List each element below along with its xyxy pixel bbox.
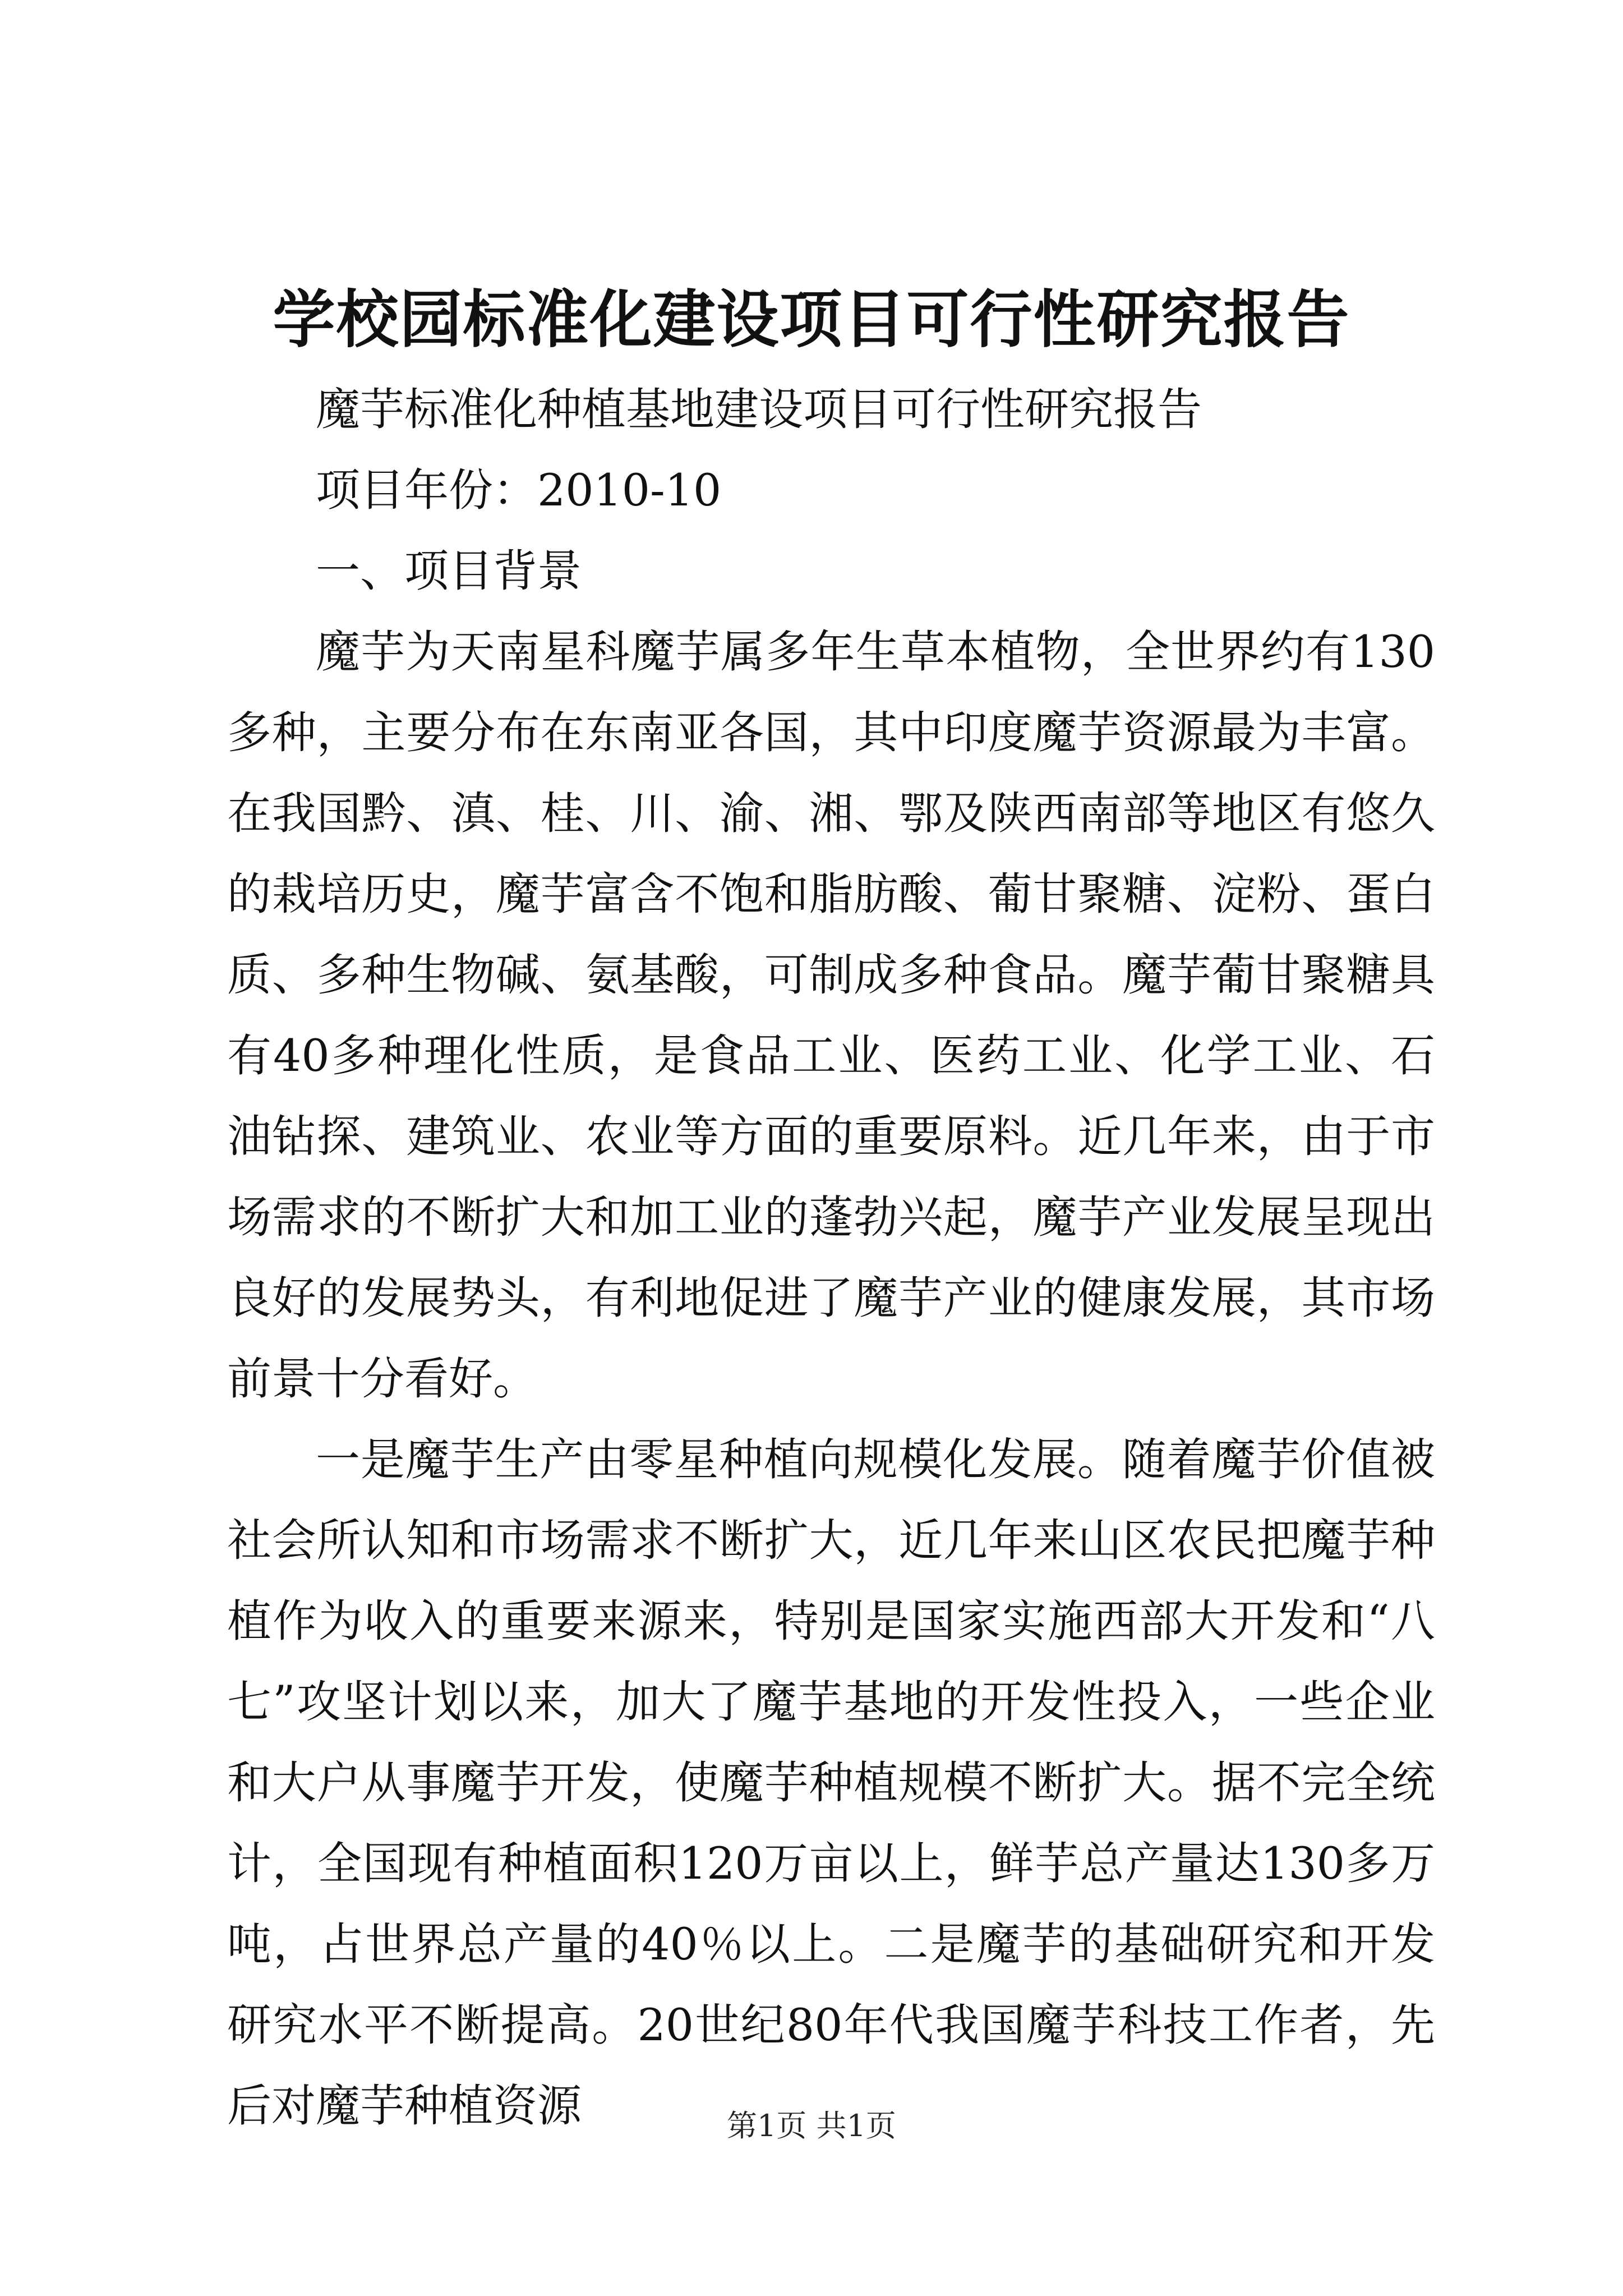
subtitle-line: 魔芋标准化种植基地建设项目可行性研究报告 bbox=[316, 384, 1202, 435]
paragraph-development: 一是魔芋生产由零星种植向规模化发展。随着魔芋价值被社会所认知和市场需求不断扩大，近几年来山区农民把魔芋种植作为收入的重要来源来，特别是国家实施西部大开发和“八七”攻坚计划以来，加大了魔芋基地的开发性投入，一些企业和大户从事魔芋开发，使魔芋种植规模不断扩大。据不完全统计，全国现有种植面积120万亩以上，鲜芋总产量达130多万吨，占世界总产量的40％以上。二是魔芋的基础研究和开发研究水平不断提高。20世纪80年代我国魔芋科技工作者，先后对魔芋种植资源 bbox=[227, 1434, 1435, 2132]
section-heading: 一、项目背景 bbox=[316, 545, 582, 597]
document-title: 学校园标准化建设项目可行性研究报告 bbox=[273, 283, 1350, 356]
project-year-line: 项目年份：2010-10 bbox=[316, 464, 722, 516]
paragraph-background: 魔芋为天南星科魔芋属多年生草本植物，全世界约有130多种，主要分布在东南亚各国，其中印度魔芋资源最为丰富。在我国黔、滇、桂、川、渝、湘、鄂及陕西南部等地区有悠久的栽培历史，魔芋富含不饱和脂肪酸、葡甘聚糖、淀粉、蛋白质、多种生物碱、氨基酸，可制成多种食品。魔芋葡甘聚糖具有40多种理化性质，是食品工业、医药工业、化学工业、石油钻探、建筑业、农业等方面的重要原料。近几年来，由于市场需求的不断扩大和加工业的蓬勃兴起，魔芋产业发展呈现出良好的发展势头，有利地促进了魔芋产业的健康发展，其市场前景十分看好。 bbox=[227, 626, 1435, 1405]
document-body bbox=[227, 369, 1435, 2146]
page-footer: 第1页 共1页 bbox=[727, 2108, 896, 2143]
